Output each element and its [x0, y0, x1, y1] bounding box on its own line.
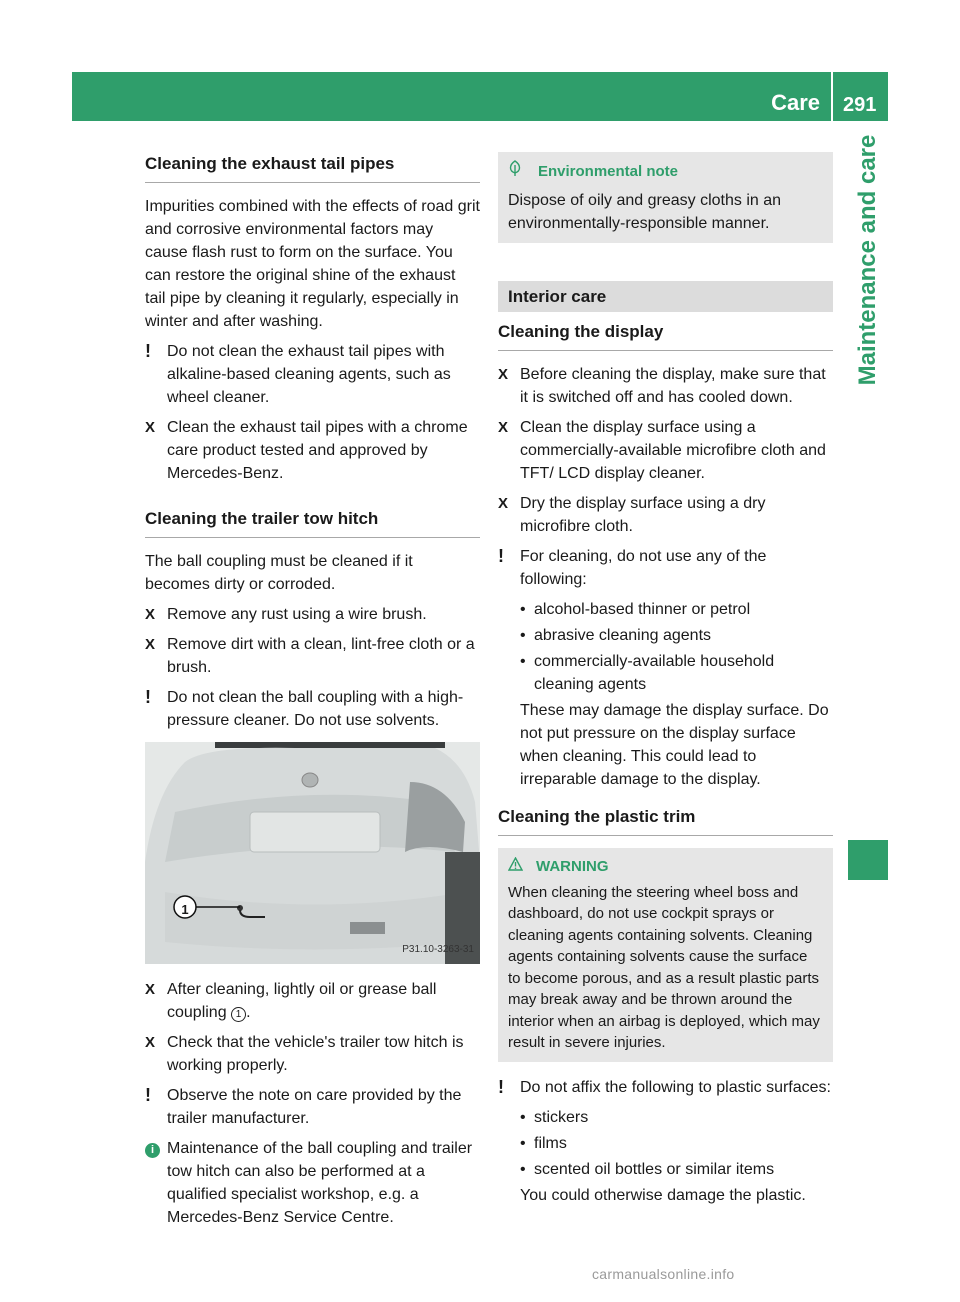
display-step-1-text: Before cleaning the display, make sure that it is switched off and has cooled down.	[520, 366, 826, 406]
caution-icon: !	[145, 341, 151, 361]
info-icon: i	[145, 1137, 160, 1160]
plastic-note	[498, 1076, 833, 1099]
step-x-icon: X	[145, 419, 156, 436]
hitch-step-3	[145, 978, 480, 1024]
environmental-note-text: Dispose of oily and greasy cloths in an environmentally-responsible manner.	[508, 192, 782, 232]
warning-title	[508, 856, 823, 878]
caution-icon: !	[498, 546, 504, 566]
hitch-step-1-text: Remove any rust using a wire brush.	[167, 606, 427, 623]
list-item	[498, 624, 833, 647]
display-step-2-text: Clean the display surface using a commercially-available microfibre cloth and TFT/ LCD display cleaner.	[520, 419, 826, 482]
plastic-note-text: Do not affix the following to plastic surfaces:	[520, 1078, 831, 1096]
hitch-step-4	[145, 1031, 480, 1077]
step-x-icon: X	[145, 606, 156, 623]
list-item	[498, 1106, 833, 1129]
step-x-icon: X	[145, 981, 156, 998]
header-bar	[72, 72, 888, 121]
side-tab-marker	[848, 840, 888, 880]
bullet-icon: •	[520, 653, 526, 670]
photo-callout-1: 1	[181, 902, 189, 917]
exhaust-note-text: Do not clean the exhaust tail pipes with alkaline-based cleaning agents, such as wheel cleaner.	[167, 343, 451, 406]
bullet-icon: •	[520, 1160, 526, 1178]
hitch-step-3-end: .	[246, 1004, 251, 1021]
warning-box	[498, 848, 833, 1062]
interior-care-band: Interior care	[498, 281, 833, 312]
list-item-text: alcohol-based thinner or petrol	[534, 601, 751, 618]
exhaust-step-text: Clean the exhaust tail pipes with a chrome care product tested and approved by Mercedes-Benz.	[167, 419, 468, 482]
list-item-text: scented oil bottles or similar items	[534, 1160, 775, 1178]
list-item	[498, 598, 833, 621]
list-item	[498, 650, 833, 696]
heading-display: Cleaning the display	[498, 320, 833, 351]
step-x-icon: X	[498, 366, 509, 383]
header-separator	[831, 72, 833, 121]
bullet-icon: •	[520, 1108, 526, 1126]
display-step-3-text: Dry the display surface using a dry microfibre cloth.	[520, 495, 766, 535]
warning-text: When cleaning the steering wheel boss and dashboard, do not use cockpit sprays or cleaning agents containing solvents. Cleaning agents containing solvents cause the surface to become porous, and as a result plastic parts may break away and be thrown around the interior when an airbag is deployed, which may result in severe injuries.	[508, 883, 820, 1051]
list-item-text: films	[534, 1134, 567, 1152]
hitch-step-2-text: Remove dirt with a clean, lint-free cloth or a brush.	[167, 636, 475, 676]
display-note	[498, 545, 833, 591]
hitch-note-text: Do not clean the ball coupling with a high-pressure cleaner. Do not use solvents.	[167, 689, 464, 729]
step-x-icon: X	[145, 1034, 156, 1051]
display-step-2	[498, 416, 833, 485]
plastic-after-text: You could otherwise damage the plastic.	[520, 1186, 806, 1204]
side-tab-label: Maintenance and care	[854, 134, 881, 386]
page-number: 291	[843, 94, 877, 116]
hitch-intro: The ball coupling must be cleaned if it becomes dirty or corroded.	[145, 553, 413, 593]
hitch-note-2-text: Observe the note on care provided by the trailer manufacturer.	[167, 1087, 462, 1127]
heading-exhaust: Cleaning the exhaust tail pipes	[145, 152, 480, 183]
bullet-icon: •	[520, 1134, 526, 1152]
exhaust-note	[145, 340, 480, 409]
right-column	[498, 152, 833, 1214]
bullet-icon: •	[520, 601, 526, 618]
step-x-icon: X	[145, 636, 156, 653]
hitch-note-2	[145, 1084, 480, 1130]
caution-icon: !	[498, 1076, 504, 1097]
hitch-note	[145, 686, 480, 732]
list-item-text: abrasive cleaning agents	[534, 627, 712, 644]
list-item-text: commercially-available household cleaning agents	[534, 653, 775, 693]
hitch-step-1	[145, 603, 480, 626]
caution-icon: !	[145, 1085, 151, 1105]
step-x-icon: X	[498, 419, 509, 436]
hitch-step-4-text: Check that the vehicle's trailer tow hitch is working properly.	[167, 1034, 464, 1074]
car-rear-illustration	[145, 742, 480, 964]
list-item	[498, 1158, 833, 1181]
warning-label: WARNING	[536, 858, 609, 875]
display-step-3	[498, 492, 833, 538]
warning-triangle-icon	[508, 856, 524, 878]
footer-watermark: carmanualsonline.info	[592, 1266, 735, 1282]
section-title: Care	[771, 90, 820, 115]
exhaust-intro: Impurities combined with the effects of road grit and corrosive environmental factors may cause flash rust to form on the surface. You can restore the original shine of the exhaust tail pipe by cleaning it regularly, especially in winter and after washing.	[145, 198, 480, 330]
display-step-1	[498, 363, 833, 409]
step-x-icon: X	[498, 495, 509, 512]
hitch-step-3-text: After cleaning, lightly oil or grease ball coupling	[167, 981, 437, 1021]
hitch-info-text: Maintenance of the ball coupling and trailer tow hitch can also be performed at a qualified specialist workshop, e.g. a Mercedes-Benz Service Centre.	[167, 1140, 473, 1226]
photo-caption: P31.10-3263-31	[402, 944, 474, 955]
heading-plastic: Cleaning the plastic trim	[498, 805, 833, 836]
environmental-note-label: Environmental note	[538, 163, 679, 180]
exhaust-step	[145, 416, 480, 485]
display-note-text: For cleaning, do not use any of the following:	[520, 548, 767, 588]
environmental-note-box	[498, 152, 833, 243]
left-column	[145, 152, 480, 1236]
list-item-text: stickers	[534, 1108, 589, 1126]
leaf-icon	[508, 160, 524, 183]
bullet-icon: •	[520, 627, 526, 644]
heading-hitch: Cleaning the trailer tow hitch	[145, 507, 480, 538]
hitch-info	[145, 1137, 480, 1229]
trailer-hitch-photo	[145, 742, 480, 964]
list-item	[498, 1132, 833, 1155]
display-after-text: These may damage the display surface. Do not put pressure on the display surface when cleaning. This could lead to irreparable damage to the display.	[520, 702, 829, 788]
hitch-step-2	[145, 633, 480, 679]
environmental-note-title	[508, 160, 823, 183]
caution-icon: !	[145, 687, 151, 707]
callout-ref-icon: 1	[231, 1007, 246, 1022]
